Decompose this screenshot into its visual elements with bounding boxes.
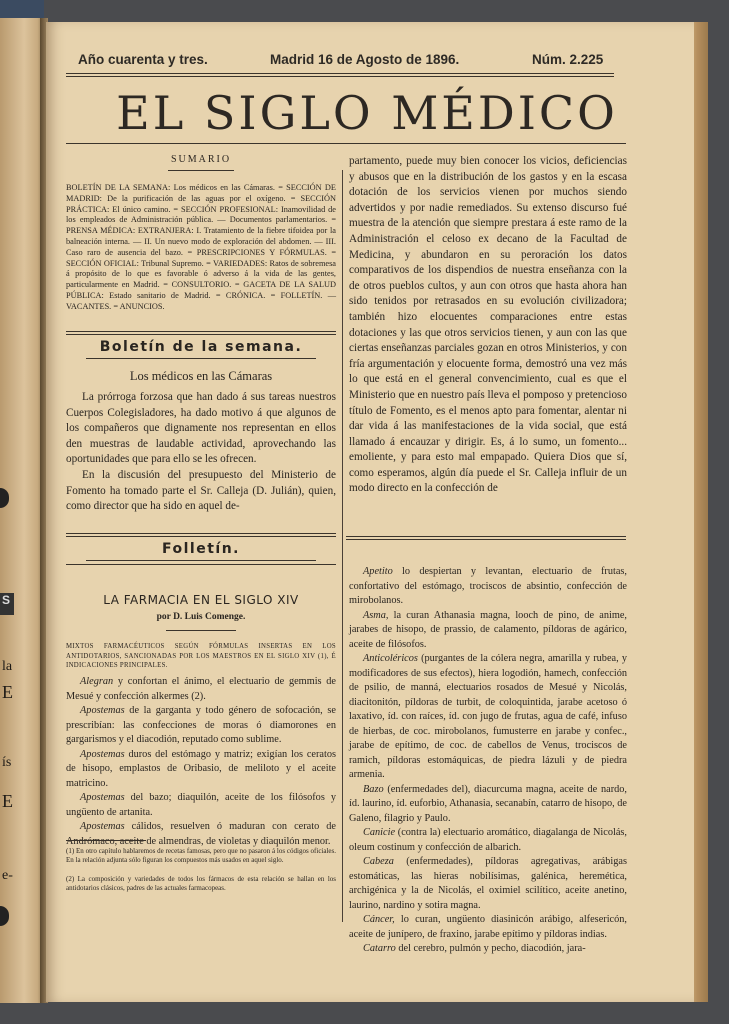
remedy-term: Apostemas: [80, 705, 125, 716]
remedy-entry: [349, 609, 627, 653]
remedy-entry: [349, 942, 627, 957]
section-rule: [66, 536, 336, 537]
remedy-text: lo despiertan y levantan, electuario de frutas, confortativo del estómago, trociscos de absintio, confección de mirobolanos.: [349, 566, 627, 606]
footnote: (1) En otro capítulo hablaremos de recetas famosas, pero que no pasaron á los códigos oficiales. En la relación adjunta sólo figuran los compuestos más usados en aquel siglo.: [66, 847, 336, 864]
paragraph: partamento, puede muy bien conocer los vicios, deficiencias y abusos que en la distribución de los gastos y en la escasa dotación de los servicios vienen por muchos siendo advertidos y por nadie remediados. Su extenso discurso fué muestra de la atención que siempre prestara á este ramo de la Administración el celoso ex decano de la Facultad de Medicina, y abundaron en su peroración los datos comparativos de los dispendios de nuestra enseñanza con la de otros pueblos cultos, y aun con otros que hasta ahora han sido tenidos por retrasados en su evolución civilizadora; también hizo elocuentes comparaciones entre estas dotaciones y las que otros servicios tienen, y aun con las que ciertas enseñanzas parciales gozan en otros Ministerios, y con fría argumentación y elocuente forma, demostró una vez más lo que está en el general convencimiento, cual es que el Ministerio que en nuestro país lleva el pomposo y pretencioso título de Fomento, es el menos apto para fomentar, alentar ni dar vida á las manifestaciones de la vida social, que está llamado á encauzar y dirigir. Es, á lo sumo, un fomento... emoliente, y para esto mal empapado. Quiera Dios que sí, como esperamos, algún día puede el Sr. Calleja influir de un modo directo en la confección de: [349, 155, 627, 495]
remedy-term: Cáncer,: [363, 914, 395, 925]
remedy-text: (purgantes de la cólera negra, amarilla y rubea, y modificadores de sus efectos), hiera logodión, hamech, confección de psilio, de manná, electuarios rosados de Mesué y Nicolás, diacitonitón, píldoras de turbit, de coloquintida, jarabe acetoso ó laxativo, íd. con raíces, íd. con jugo de frutas, agua de café, infuso de hierbas, de coc. mirobolanos, fumusterre en jarabe y confec., jarabe de epítimo, de coc. de cabellos de Venus, trociscos de ramich, píldoras estomáquicas, de piedra lázuli y de piedra armenia.: [349, 653, 627, 780]
folletin-author: por D. Luis Comenge.: [156, 612, 246, 622]
sumario-title: SUMARIO: [170, 154, 232, 165]
remedy-term: Cabeza: [363, 856, 394, 867]
remedy-entry: [349, 565, 627, 609]
folletin-intro: MIXTOS FARMACÉUTICOS SEGÚN FÓRMULAS INSERTAS EN LOS ANTIDOTARIOS, SANCIONADAS POR LOS MAESTROS EN EL SIGLO XIV (1), É INDICACIONES PRINCIPALES.: [66, 643, 336, 669]
remedy-term: Asma,: [363, 609, 389, 621]
remedy-entry: [349, 913, 627, 942]
remedy-entry: [349, 783, 627, 827]
newspaper-page: [46, 22, 694, 1002]
remedy-text: y confortan el ánimo, el electuario de gemmis de Mesué y confección alkermes (2).: [66, 676, 336, 702]
remedy-term: Bazo: [363, 783, 384, 795]
remedy-text: (contra la) electuario aromático, diagalanga de Nicolás, oleum costinum y confección de albarich.: [349, 827, 627, 853]
remedy-entry: [349, 652, 627, 783]
boletin-body-continued: [349, 154, 627, 497]
section-rule: [66, 331, 336, 332]
left-page-fragment: E: [2, 791, 13, 811]
adjacent-left-page: [0, 18, 44, 1003]
remedy-term: Canicie: [363, 827, 396, 838]
remedy-entry: [66, 675, 336, 704]
section-rule: [346, 539, 626, 540]
remedy-text: duros del estómago y matriz; exigían los ceratos de hisopo, emplastos de Oribasio, de meliloto y el aceite matricino.: [66, 748, 336, 789]
header-date: Madrid 16 de Agosto de 1896.: [270, 52, 460, 67]
remedy-text: cálidos, resuelven ó maduran con cerato de Andrómaco, aceite de almendras, de violetas y diaquilón menor.: [66, 821, 336, 847]
remedy-text: la curan Athanasia magna, looch de pino, de anime, jarabes de hisopo, de prassio, de calamento, píldoras de agárico, aceite de filósofos.: [349, 609, 627, 650]
remedy-text: del cerebro, pulmón y pecho, diacodión, jara-: [395, 943, 586, 954]
masthead-rule: [66, 143, 626, 144]
header-year: Año cuarenta y tres.: [78, 52, 208, 67]
remedy-term: Apostemas: [80, 792, 125, 803]
footnote: (2) La composición y variedades de todos los fármacos de esta relación se hallan en los antidotarios clásicos, padres de las actuales farmacopeas.: [66, 875, 336, 892]
folletin-heading: Folletín.: [162, 541, 240, 557]
remedy-entry: [349, 855, 627, 913]
remedy-text: del bazo; diaquilón, aceite de los filósofos y ungüento de artanita.: [66, 792, 336, 818]
section-rule: [66, 334, 336, 335]
remedy-term: Anticoléricos: [363, 653, 418, 664]
section-rule: [66, 533, 336, 534]
remedy-entry: [349, 826, 627, 855]
column-rule: [342, 170, 343, 922]
remedy-entry: [66, 820, 336, 849]
remedy-term: Catarro: [363, 943, 396, 954]
section-rule: [86, 358, 316, 359]
header-rule: [66, 73, 614, 74]
remedy-text: lo curan, ungüento diasinicón arábigo, alfesericón, aceite de junípero, de fraxino, jarabe epítimo y píldoras indias.: [349, 914, 627, 940]
remedy-text: (enfermedades del), diacurcuma magna, aceite de nardo, íd. laurino, íd. euforbio, Athanasia, secanabín, catarro de hisopo, de Galeno, filagrio y Paulo.: [349, 783, 627, 824]
paragraph: La prórroga forzosa que han dado á sus tareas nuestros Cuerpos Colegisladores, ha dado motivo á que algunos de los compañeros que dignamente nos representan en ellos den muestras de laudable actividad, aprovechando las oportunidades que para ello se les ofrecen.: [66, 391, 336, 466]
sumario-text: BOLETÍN DE LA SEMANA: Los médicos en las Cámaras. = SECCIÓN DE MADRID: De la purificación de las aguas por el oxígeno. = SECCIÓN PRÁCTICA: El único camino. = SECCIÓN PROFESIONAL: Inamovilidad de los empleados de Administración pública. — Documentos parlamentarios. = PRENSA MÉDICA: EXTRANJERA: I. Tratamiento de la fiebre tifoidea por la balneación interna. — II. Un nuevo modo de exploración del abdomen. — III. Caso raro de ausencia del bazo. = PRESCRIPCIONES Y FÓRMULAS. = SECCIÓN OFICIAL: Tribunal Supremo. = VARIEDADES: Ratos de sobremesa á propósito de lo que es favorable ó adverso á la vida de las gentes, particularmente en Madrid. = CONSULTORIO. = GACETA DE LA SALUD PÚBLICA: Estado sanitario de Madrid. = CRÓNICA. = FOLLETÍN. — VACANTES. = ANUNCIOS.: [66, 183, 336, 311]
remedy-term: Apostemas: [80, 748, 125, 760]
left-page-fragment: E: [2, 682, 13, 702]
boletin-subtitle: Los médicos en las Cámaras: [129, 369, 273, 383]
folletin-entries-left: [66, 675, 336, 849]
remedy-entry: [66, 748, 336, 792]
remedy-term: Apostemas: [80, 821, 125, 832]
left-page-fragment: la: [2, 659, 13, 674]
remedy-entry: [66, 791, 336, 820]
folletin-entries-right: [349, 565, 627, 957]
boletin-title: Boletín de la semana.: [99, 339, 303, 355]
author-rule: [166, 630, 236, 631]
remedy-term: Apetito: [363, 566, 393, 577]
left-page-box: S: [0, 593, 14, 615]
binding-mark: [0, 906, 9, 926]
left-page-fragment: e-: [2, 868, 13, 883]
section-rule: [346, 536, 626, 537]
masthead: EL SIGLO MÉDICO: [116, 86, 618, 140]
folletin-title: LA FARMACIA EN EL SIGLO XIV: [103, 593, 299, 607]
remedy-text: de la garganta y todo género de sofocación, se prescribían: las confecciones de moras ó diamorones en gargarismos y el diacodión, reputado como sublime.: [66, 705, 336, 745]
footnote-rule: [66, 840, 146, 841]
sumario-rule: [168, 170, 234, 171]
header-number: Núm. 2.225: [532, 52, 604, 67]
boletin-body: [66, 390, 336, 515]
remedy-text: (enfermedades), píldoras agregativas, arábigas estomáticas, las hieras nobilísimas, galénica, heremética, archigénica y la de Nicolás, el oximiel scilítico, aceite anetino, laurino, nardino y sotira magna.: [349, 856, 627, 911]
section-rule: [86, 560, 316, 561]
binding-mark: [0, 488, 9, 508]
header-rule: [66, 76, 614, 77]
paragraph: En la discusión del presupuesto del Ministerio de Fomento ha tomado parte el Sr. Calleja (D. Julián), quien, como director que ha sido en aquel de-: [66, 468, 336, 513]
section-rule: [66, 564, 336, 565]
left-page-fragment: ís: [2, 755, 12, 770]
remedy-entry: [66, 704, 336, 748]
remedy-term: Alegran: [80, 676, 114, 687]
